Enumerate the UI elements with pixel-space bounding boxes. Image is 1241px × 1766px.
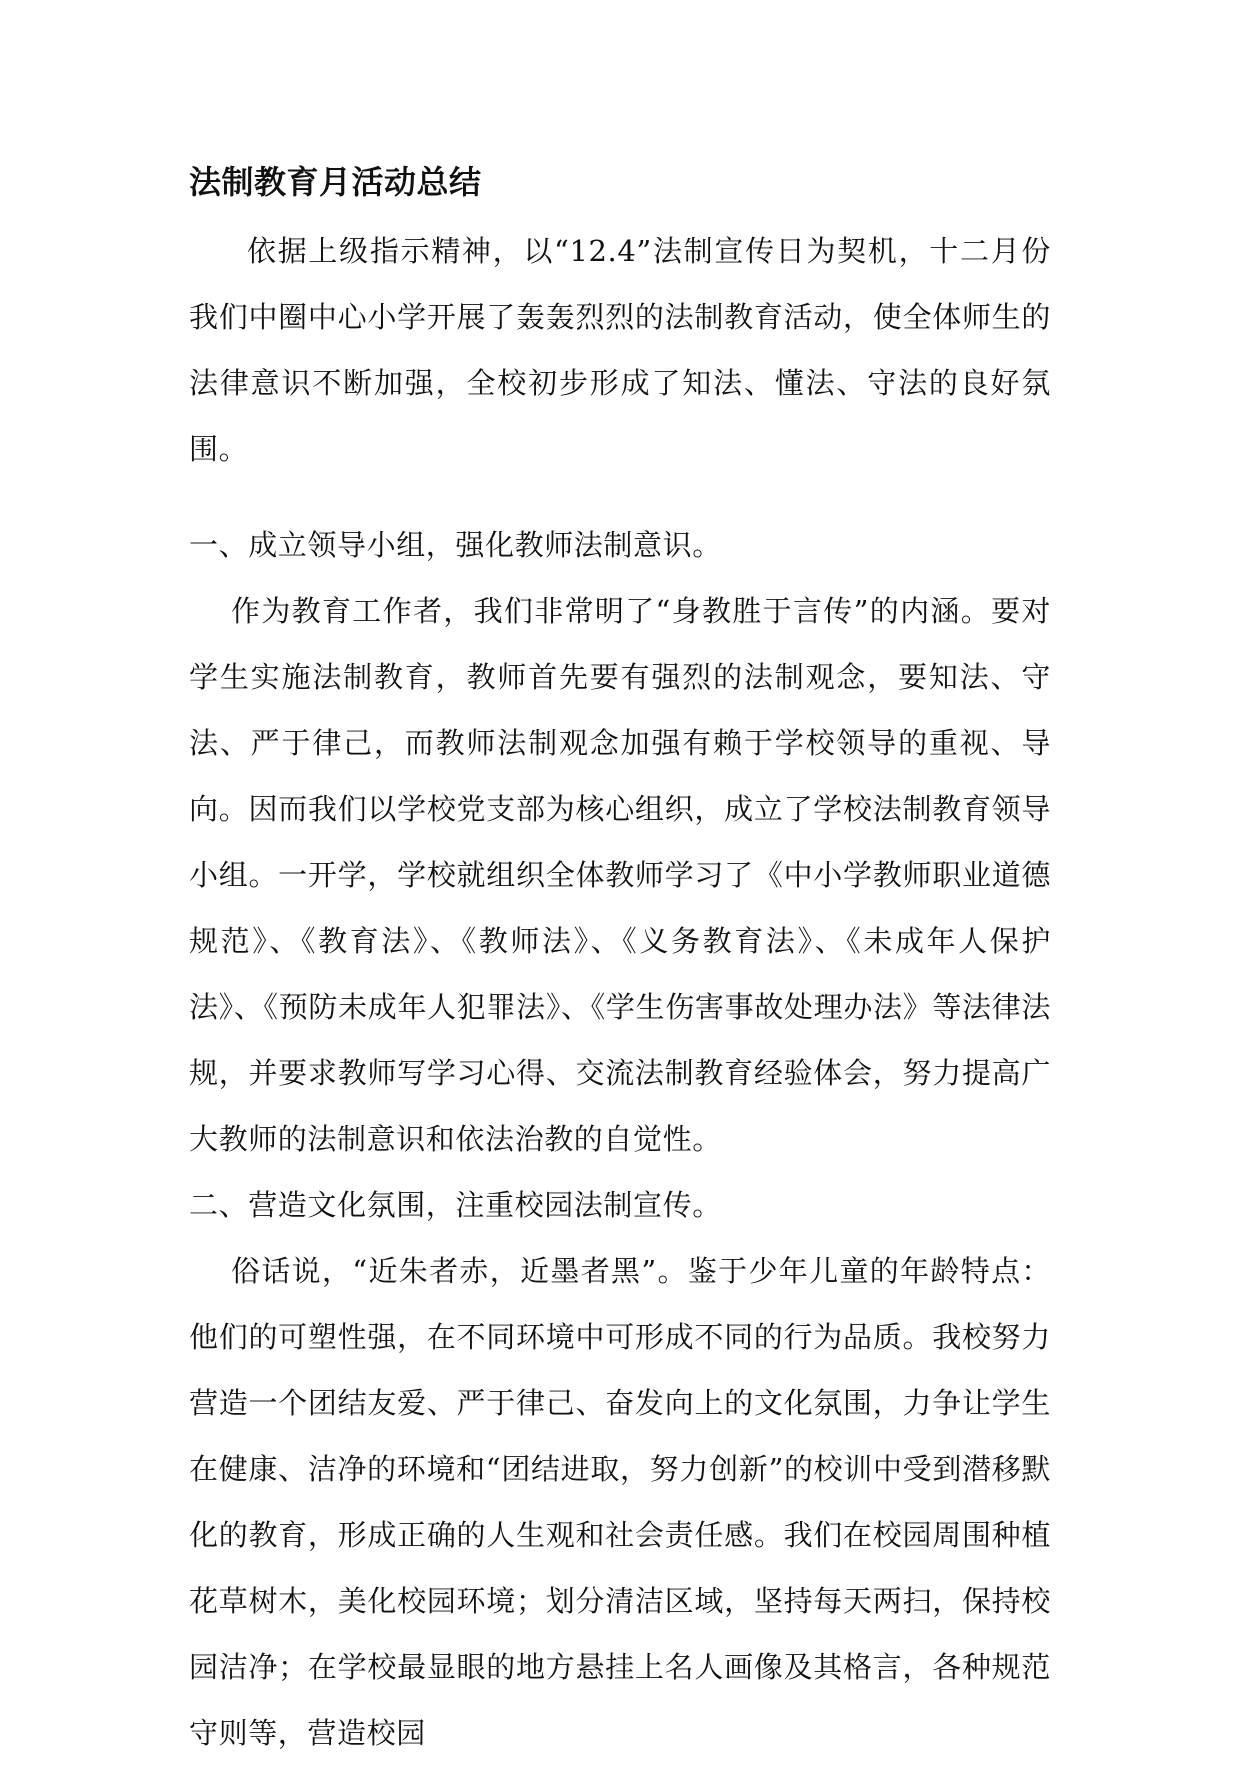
section-2-body: 俗话说，“近朱者赤，近墨者黑”。鉴于少年儿童的年龄特点：他们的可塑性强，在不同环境中可形成不同的行为品质。我校努力营造一个团结友爱、严于律己、奋发向上的文化氛围，力争让学生在健康、洁净的环境和“团结进取，努力创新”的校训中受到潜移默化的教育，形成正确的人生观和社会责任感。我们在校园周围种植花草树木，美化校园环境；划分清洁区域，坚持每天两扫，保持校园洁净；在学校最显眼的地方悬挂上名人画像及其格言，各种规范守则等，营造校园 — [189, 1254, 1051, 1750]
section-2-heading: 二、营造文化氛围，注重校园法制宣传。 — [189, 1188, 722, 1222]
document-page — [189, 150, 1051, 1766]
document-title: 法制教育月活动总结 — [189, 163, 482, 201]
section-1-heading: 一、成立领导小组，强化教师法制意识。 — [189, 528, 722, 562]
section-1-body: 作为教育工作者，我们非常明了“身教胜于言传”的内涵。要对学生实施法制教育，教师首先要有强烈的法制观念，要知法、守法、严于律己，而教师法制观念加强有赖于学校领导的重视、导向。因而我们以学校党支部为核心组织，成立了学校法制教育领导小组。一开学，学校就组织全体教师学习了《中小学教师职业道德规范》、《教育法》、《教师法》、《义务教育法》、《未成年人保护法》、《预防未成年人犯罪法》、《学生伤害事故处理办法》等法律法规，并要求教师写学习心得、交流法制教育经验体会，努力提高广大教师的法制意识和依法治教的自觉性。 — [189, 594, 1051, 1156]
paragraph-spacer — [189, 482, 1051, 512]
intro-paragraph: 依据上级指示精神，以“12.4”法制宣传日为契机，十二月份我们中圈中心小学开展了轰轰烈烈的法制教育活动，使全体师生的法律意识不断加强，全校初步形成了知法、懂法、守法的良好氛围。 — [189, 234, 1051, 466]
